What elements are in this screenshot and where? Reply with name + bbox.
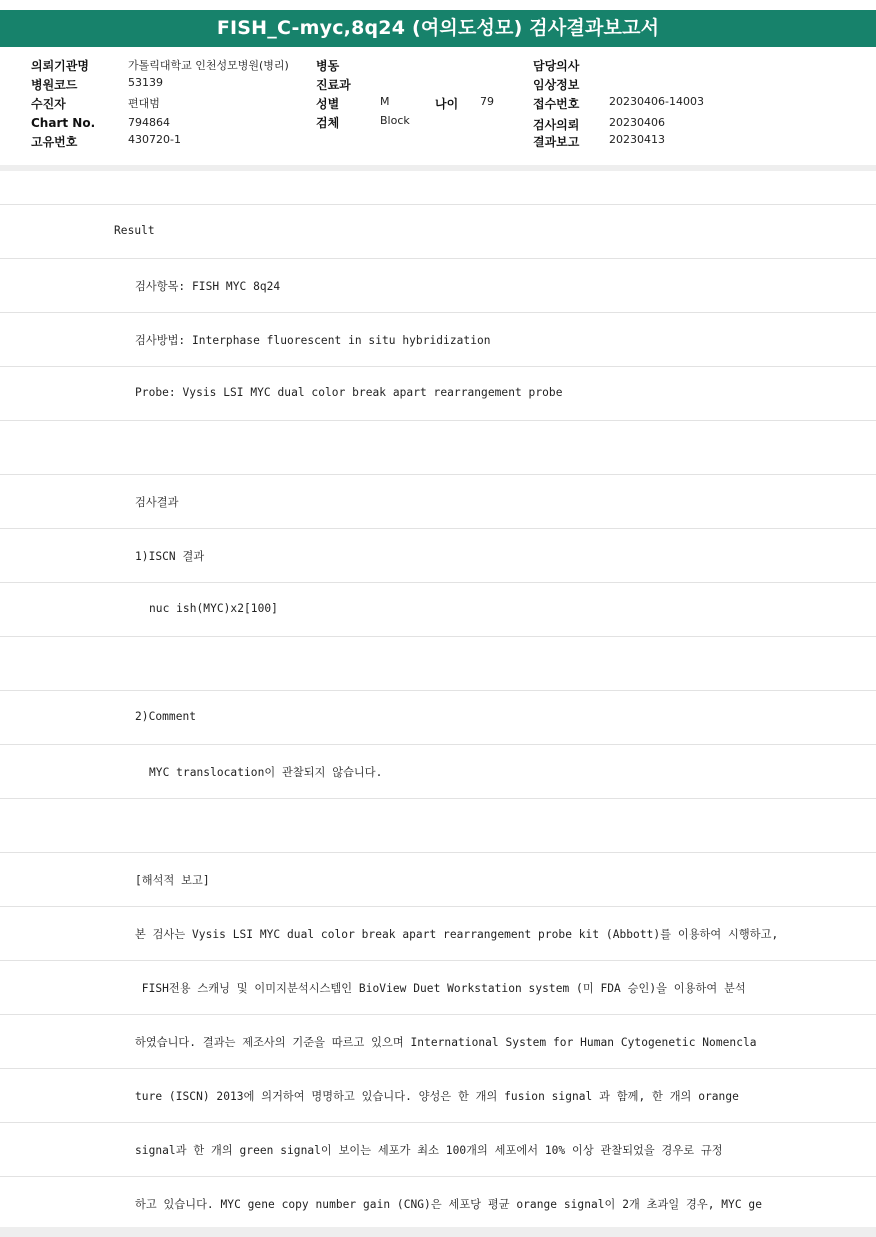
hospital-code-value: 53139 — [128, 76, 163, 89]
report-line — [0, 1014, 876, 1068]
unique-no-value: 430720-1 — [128, 133, 181, 146]
report-line-text: MYC translocation이 관찰되지 않습니다. — [149, 766, 383, 779]
specimen-value: Block — [380, 114, 410, 127]
report-line — [0, 636, 876, 690]
report-line-text: nuc ish(MYC)x2[100] — [149, 602, 278, 615]
report-line-text: 검사항목: FISH MYC 8q24 — [135, 280, 281, 293]
header-separator — [0, 165, 876, 171]
report-line-text: 검사방법: Interphase fluorescent in situ hybridization — [135, 334, 491, 347]
report-line-text: 하였습니다. 결과는 제조사의 기준을 따르고 있으며 International System for Human Cytogenetic Nomencla — [135, 1036, 757, 1049]
report-line — [0, 1122, 876, 1176]
chart-no-label: Chart No. — [31, 116, 96, 130]
report-line — [0, 690, 876, 744]
report-line — [0, 528, 876, 582]
bottom-strip — [0, 1227, 876, 1237]
report-line-text: ture (ISCN) 2013에 의거하여 명명하고 있습니다. 양성은 한 개의 fusion signal 과 함께, 한 개의 orange — [135, 1090, 739, 1103]
report-line — [0, 366, 876, 420]
report-line-text: 2)Comment — [135, 710, 197, 723]
report-line — [0, 258, 876, 312]
age-label: 나이 — [435, 97, 459, 111]
receipt-no-value: 20230406-14003 — [609, 95, 704, 108]
report-line-text: [해석적 보고] — [135, 874, 210, 887]
report-line — [0, 582, 876, 636]
report-line — [0, 852, 876, 906]
clinical-info-label: 임상정보 — [533, 78, 580, 92]
specimen-label: 검체 — [316, 116, 340, 130]
report-line — [0, 1068, 876, 1122]
report-line — [0, 312, 876, 366]
report-line-text: 본 검사는 Vysis LSI MYC dual color break apart rearrangement probe kit (Abbott)를 이용하여 시행하고, — [135, 928, 779, 941]
report-line — [0, 960, 876, 1014]
report-line — [0, 1176, 876, 1230]
ward-label: 병동 — [316, 59, 340, 73]
report-line — [0, 798, 876, 852]
report-line-text: FISH전용 스캐닝 및 이미지분석시스템인 BioView Duet Workstation system (미 FDA 승인)을 이용하여 분석 — [135, 982, 746, 995]
report-line-text: 하고 있습니다. MYC gene copy number gain (CNG)은 세포당 평균 orange signal이 2개 초과일 경우, MYC ge — [135, 1198, 762, 1211]
report-line — [0, 204, 876, 258]
department-label: 진료과 — [316, 78, 351, 92]
receipt-no-label: 접수번호 — [533, 97, 580, 111]
chart-no-value: 794864 — [128, 116, 170, 129]
result-date-value: 20230413 — [609, 133, 665, 146]
report-line-text: Result — [114, 224, 155, 237]
report-line — [0, 420, 876, 474]
institution-value: 가톨릭대학교 인천성모병원(병리) — [128, 59, 289, 72]
report-line — [0, 474, 876, 528]
top-margin — [0, 0, 876, 10]
age-value: 79 — [480, 95, 494, 108]
report-line — [0, 906, 876, 960]
report-line-text: signal과 한 개의 green signal이 보이는 세포가 최소 100개의 세포에서 10% 이상 관찰되었을 경우로 규정 — [135, 1144, 723, 1157]
report-line-text: 1)ISCN 결과 — [135, 550, 205, 563]
sex-label: 성별 — [316, 97, 340, 111]
unique-no-label: 고유번호 — [31, 135, 78, 149]
report-line-text: Probe: Vysis LSI MYC dual color break apart rearrangement probe — [135, 386, 563, 399]
patient-info-panel — [0, 47, 876, 166]
patient-label: 수진자 — [31, 97, 66, 111]
hospital-code-label: 병원코드 — [31, 78, 78, 92]
sex-value: M — [380, 95, 390, 108]
request-date-label: 검사의뢰 — [533, 118, 580, 132]
request-date-value: 20230406 — [609, 116, 665, 129]
report-line-text: 검사결과 — [135, 496, 179, 509]
report-line — [0, 744, 876, 798]
doctor-label: 담당의사 — [533, 59, 580, 73]
report-body — [0, 204, 876, 1230]
institution-label: 의뢰기관명 — [31, 59, 89, 73]
result-date-label: 결과보고 — [533, 135, 580, 149]
patient-value: 편대범 — [128, 97, 160, 110]
report-title: FISH_C-myc,8q24 (여의도성모) 검사결과보고서 — [0, 10, 876, 47]
